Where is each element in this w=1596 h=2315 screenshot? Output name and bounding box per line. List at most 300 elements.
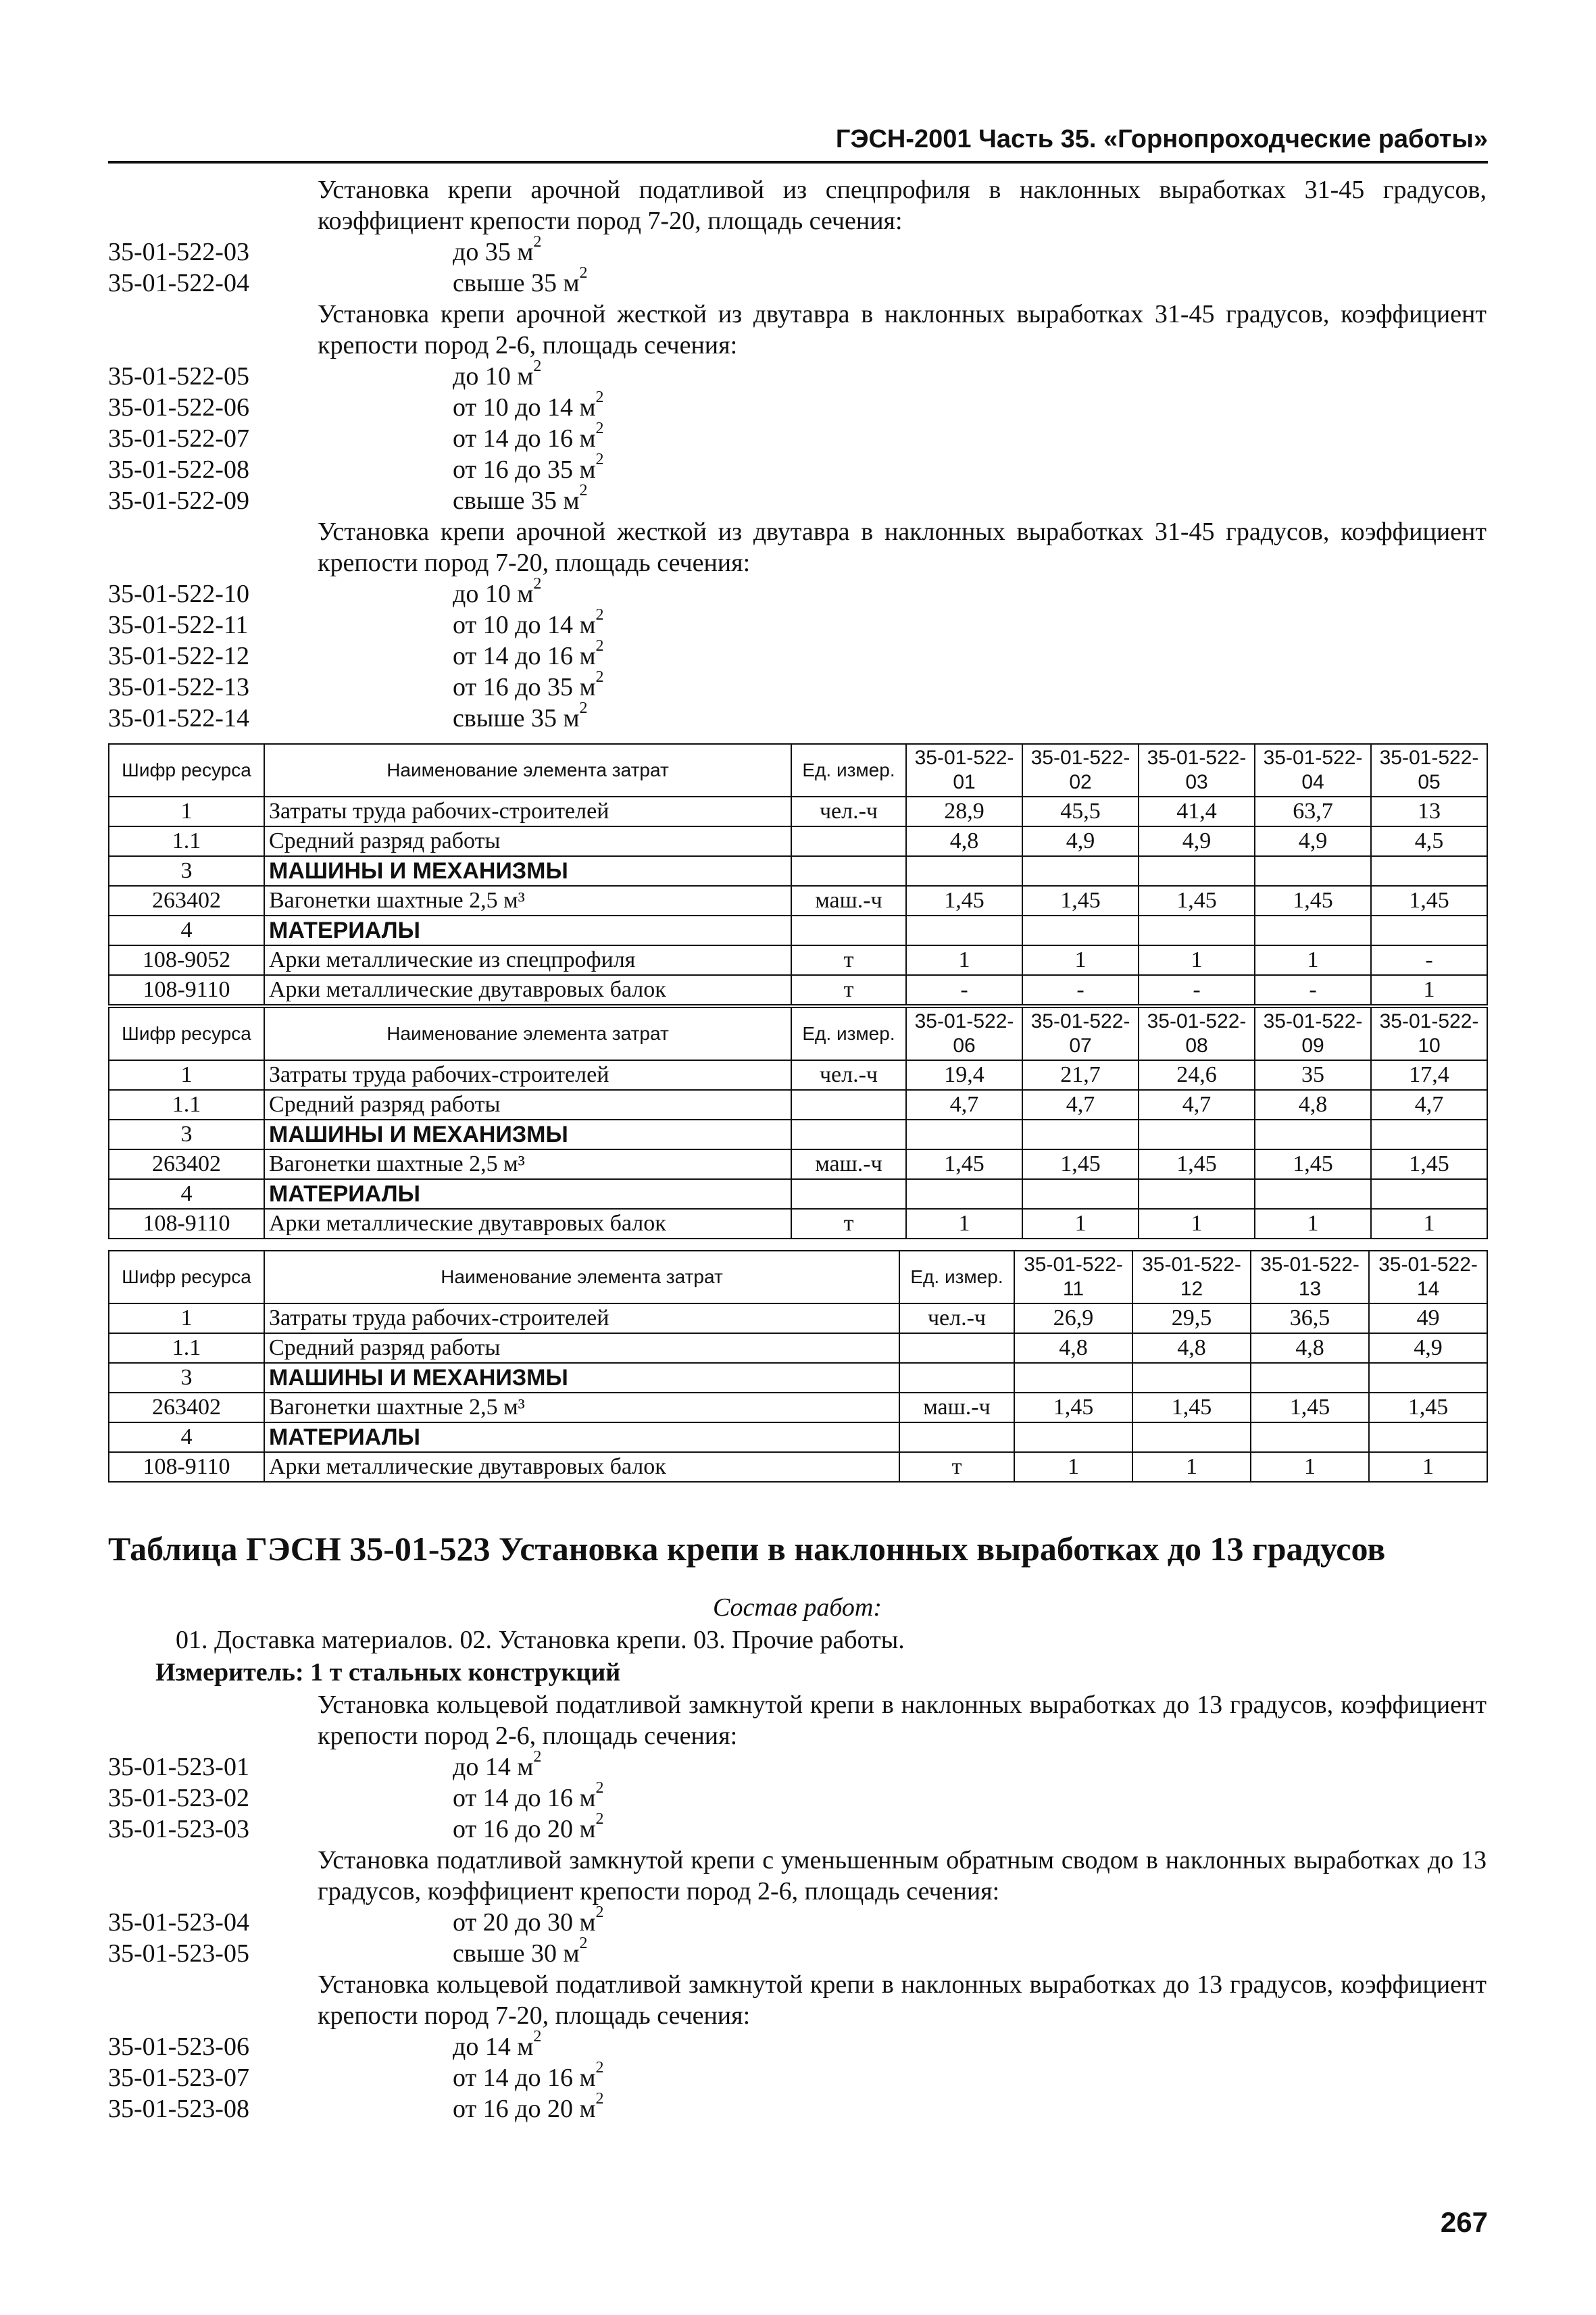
- value-cell: 13: [1371, 797, 1487, 826]
- area-range-text: свыше 35 м: [453, 487, 580, 515]
- resource-name: МАШИНЫ И МЕХАНИЗМЫ: [264, 1363, 899, 1393]
- value-cell: [1371, 1120, 1487, 1149]
- area-range: [453, 699, 588, 734]
- value-cell: 1,45: [1255, 1149, 1371, 1179]
- code-row: [108, 389, 1487, 423]
- area-range: [453, 357, 542, 392]
- value-cell: [1022, 856, 1139, 886]
- value-cell: [1139, 1120, 1255, 1149]
- work-composition-label: Состав работ:: [712, 1593, 882, 1622]
- code-number: 35-01-522-09: [108, 487, 249, 515]
- value-cell: [1139, 1179, 1255, 1209]
- resource-name: Вагонетки шахтные 2,5 м³: [264, 1149, 791, 1179]
- group-description: Установка кольцевой податливой замкнутой крепи в наклонных выработках до 13 градусов, коэффициент крепости пород 2-6, площадь сечения:: [318, 1691, 1487, 1750]
- code-row: [108, 357, 1487, 392]
- area-range: [453, 575, 542, 609]
- resource-name: МАТЕРИАЛЫ: [264, 1179, 791, 1209]
- value-cell: 49: [1369, 1303, 1487, 1333]
- value-cell: 1,45: [1022, 1149, 1139, 1179]
- area-range-text: до 10 м: [453, 362, 534, 391]
- area-range: [453, 668, 604, 703]
- header-column-code: 35-01-522-01: [906, 744, 1022, 797]
- superscript: 2: [533, 1748, 542, 1766]
- header-column-code: 35-01-522-11: [1014, 1251, 1132, 1303]
- area-range-text: от 16 до 35 м: [453, 455, 596, 484]
- value-cell: 41,4: [1139, 797, 1255, 826]
- value-cell: [1371, 856, 1487, 886]
- table-row: [109, 826, 1487, 856]
- value-cell: 1,45: [1371, 1149, 1487, 1179]
- table-header-row: [109, 1251, 1487, 1303]
- value-cell: [906, 1179, 1022, 1209]
- superscript: 2: [595, 668, 604, 687]
- value-cell: 36,5: [1251, 1303, 1369, 1333]
- value-cell: 1: [1022, 1209, 1139, 1239]
- superscript: 2: [533, 2028, 542, 2046]
- area-range: [453, 637, 604, 672]
- code-row: [108, 699, 1487, 734]
- unit: маш.-ч: [791, 1149, 906, 1179]
- area-range-text: до 14 м: [453, 1753, 534, 1781]
- value-cell: [1255, 1120, 1371, 1149]
- area-range: [453, 1810, 604, 1845]
- value-cell: 4,8: [1251, 1333, 1369, 1363]
- value-cell: 1,45: [906, 886, 1022, 916]
- value-cell: 63,7: [1255, 797, 1371, 826]
- table-row: [109, 1393, 1487, 1422]
- value-cell: 1: [1139, 945, 1255, 975]
- value-cell: 1,45: [906, 1149, 1022, 1179]
- area-range-text: от 14 до 16 м: [453, 1784, 596, 1812]
- value-cell: 1,45: [1251, 1393, 1369, 1422]
- group-description: Установка податливой замкнутой крепи с уменьшенным обратным сводом в наклонных выработках до 13 градусов, коэффициент крепости пород 2-6, площадь сечения:: [318, 1846, 1487, 1906]
- resource-name: Арки металлические двутавровых балок: [264, 1452, 899, 1482]
- value-cell: [1255, 856, 1371, 886]
- unit: чел.-ч: [899, 1303, 1014, 1333]
- code-row: [108, 420, 1487, 454]
- header-code: Шифр ресурса: [109, 744, 264, 797]
- area-range: [453, 1779, 604, 1814]
- area-range: [453, 2028, 542, 2062]
- code-list-522: [108, 174, 1487, 734]
- table-header-row: [109, 744, 1487, 797]
- area-range-text: от 14 до 16 м: [453, 2064, 596, 2092]
- value-cell: [1371, 916, 1487, 945]
- value-cell: [1022, 1120, 1139, 1149]
- table-row: [109, 1303, 1487, 1333]
- value-cell: [1255, 916, 1371, 945]
- superscript: 2: [533, 357, 542, 376]
- header-column-code: 35-01-522-03: [1139, 744, 1255, 797]
- resource-code: 263402: [109, 886, 264, 916]
- header-name: Наименование элемента затрат: [264, 1251, 899, 1303]
- value-cell: 4,9: [1369, 1333, 1487, 1363]
- work-composition-text: 01. Доставка материалов. 02. Установка крепи. 03. Прочие работы.: [176, 1626, 905, 1654]
- superscript: 2: [595, 389, 604, 407]
- area-range: [453, 482, 588, 516]
- value-cell: 4,8: [1132, 1333, 1251, 1363]
- value-cell: [906, 916, 1022, 945]
- unit: [899, 1422, 1014, 1452]
- unit: чел.-ч: [791, 797, 906, 826]
- code-number: 35-01-522-08: [108, 455, 249, 484]
- area-range: [453, 606, 604, 641]
- value-cell: 4,7: [906, 1090, 1022, 1120]
- value-cell: 1,45: [1255, 886, 1371, 916]
- area-range-text: свыше 35 м: [453, 269, 580, 297]
- area-range: [453, 451, 604, 485]
- section-row: [109, 916, 1487, 945]
- value-cell: 4,7: [1022, 1090, 1139, 1120]
- header-column-code: 35-01-522-14: [1369, 1251, 1487, 1303]
- resource-code: 4: [109, 1422, 264, 1452]
- resource-code: 1: [109, 1303, 264, 1333]
- code-row: [108, 1810, 1487, 1845]
- value-cell: 1: [1251, 1452, 1369, 1482]
- unit: [791, 1120, 906, 1149]
- area-range-text: от 16 до 20 м: [453, 2095, 596, 2123]
- section-row: [109, 1422, 1487, 1452]
- value-cell: 1: [1255, 1209, 1371, 1239]
- value-cell: 4,9: [1022, 826, 1139, 856]
- unit: [791, 826, 906, 856]
- unit: т: [791, 1209, 906, 1239]
- value-cell: 24,6: [1139, 1060, 1255, 1090]
- code-row: [108, 2090, 1487, 2124]
- code-number: 35-01-522-03: [108, 238, 249, 266]
- value-cell: 4,8: [1255, 1090, 1371, 1120]
- section-row: [109, 1179, 1487, 1209]
- code-row: [108, 1748, 1487, 1783]
- area-range-text: от 16 до 35 м: [453, 673, 596, 701]
- resource-name: Средний разряд работы: [264, 826, 791, 856]
- value-cell: 1: [1022, 945, 1139, 975]
- code-row: [108, 264, 1487, 299]
- area-range-text: от 20 до 30 м: [453, 1908, 596, 1937]
- area-range-text: от 14 до 16 м: [453, 642, 596, 670]
- value-cell: 4,8: [906, 826, 1022, 856]
- area-range-text: от 16 до 20 м: [453, 1815, 596, 1843]
- table-row: [109, 1149, 1487, 1179]
- code-row: [108, 482, 1487, 516]
- resource-code: 4: [109, 1179, 264, 1209]
- area-range: [453, 2090, 604, 2124]
- superscript: 2: [595, 606, 604, 624]
- resource-code: 1: [109, 797, 264, 826]
- header-unit: Ед. измер.: [791, 1007, 906, 1060]
- value-cell: [1139, 916, 1255, 945]
- resource-code: 1: [109, 1060, 264, 1090]
- value-cell: -: [906, 975, 1022, 1005]
- code-number: 35-01-523-04: [108, 1908, 249, 1937]
- table-row: [109, 1333, 1487, 1363]
- value-cell: -: [1371, 945, 1487, 975]
- resource-table-3: [108, 1250, 1488, 1483]
- resource-name: Вагонетки шахтные 2,5 м³: [264, 886, 791, 916]
- resource-code: 1.1: [109, 826, 264, 856]
- unit: чел.-ч: [791, 1060, 906, 1090]
- value-cell: 1: [1139, 1209, 1255, 1239]
- superscript: 2: [595, 1903, 604, 1922]
- running-header: ГЭСН-2001 Часть 35. «Горнопроходческие работы»: [108, 120, 1488, 164]
- value-cell: 1: [1371, 975, 1487, 1005]
- header-unit: Ед. измер.: [791, 744, 906, 797]
- superscript: 2: [533, 575, 542, 593]
- value-cell: [1014, 1363, 1132, 1393]
- area-range: [453, 389, 604, 423]
- resource-code: 263402: [109, 1149, 264, 1179]
- value-cell: 1,45: [1014, 1393, 1132, 1422]
- resource-code: 3: [109, 1363, 264, 1393]
- area-range: [453, 420, 604, 454]
- code-row: [108, 1935, 1487, 1969]
- header-column-code: 35-01-522-10: [1371, 1007, 1487, 1060]
- value-cell: 1: [1014, 1452, 1132, 1482]
- table-row: [109, 1060, 1487, 1090]
- resource-code: 108-9110: [109, 1452, 264, 1482]
- area-range-text: свыше 30 м: [453, 1939, 580, 1968]
- meter-value: 1 т стальных конструкций: [310, 1658, 621, 1687]
- code-row: [108, 233, 1487, 268]
- value-cell: 1,45: [1139, 1149, 1255, 1179]
- resource-table-1: [108, 743, 1488, 1005]
- header-column-code: 35-01-522-12: [1132, 1251, 1251, 1303]
- code-row: [108, 2028, 1487, 2062]
- value-cell: [906, 1120, 1022, 1149]
- value-cell: [1132, 1363, 1251, 1393]
- header-column-code: 35-01-522-05: [1371, 744, 1487, 797]
- value-cell: [1369, 1363, 1487, 1393]
- header-column-code: 35-01-522-06: [906, 1007, 1022, 1060]
- value-cell: [1251, 1363, 1369, 1393]
- meter-line: [155, 1657, 620, 1688]
- code-row: [108, 668, 1487, 703]
- area-range-text: от 14 до 16 м: [453, 424, 596, 453]
- superscript: 2: [595, 451, 604, 469]
- unit: [791, 856, 906, 886]
- area-range: [453, 1935, 588, 1969]
- value-cell: [1022, 916, 1139, 945]
- value-cell: 4,7: [1139, 1090, 1255, 1120]
- value-cell: [1022, 1179, 1139, 1209]
- code-number: 35-01-523-02: [108, 1784, 249, 1812]
- resource-name: МАШИНЫ И МЕХАНИЗМЫ: [264, 1120, 791, 1149]
- value-cell: 1: [1132, 1452, 1251, 1482]
- code-number: 35-01-523-03: [108, 1815, 249, 1843]
- value-cell: [1251, 1422, 1369, 1452]
- group-description: Установка крепи арочной жесткой из двутавра в наклонных выработках 31-45 градусов, коэффициент крепости пород 2-6, площадь сечения:: [318, 300, 1487, 359]
- group-description: Установка крепи арочной податливой из спецпрофиля в наклонных выработках 31-45 градусов, коэффициент крепости пород 7-20, площадь сечения:: [318, 176, 1487, 235]
- code-list-523: [108, 1689, 1487, 2124]
- superscript: 2: [595, 1810, 604, 1828]
- value-cell: -: [1139, 975, 1255, 1005]
- unit: [791, 916, 906, 945]
- area-range: [453, 264, 588, 299]
- table-row: [109, 975, 1487, 1005]
- resource-code: 3: [109, 856, 264, 886]
- code-row: [108, 451, 1487, 485]
- section-row: [109, 1120, 1487, 1149]
- value-cell: 1: [1369, 1452, 1487, 1482]
- code-number: 35-01-522-14: [108, 704, 249, 732]
- superscript: 2: [579, 1935, 588, 1953]
- header-column-code: 35-01-522-02: [1022, 744, 1139, 797]
- value-cell: 4,8: [1014, 1333, 1132, 1363]
- code-number: 35-01-522-07: [108, 424, 249, 453]
- resource-table-2: [108, 1007, 1488, 1239]
- unit: маш.-ч: [791, 886, 906, 916]
- section-row: [109, 856, 1487, 886]
- value-cell: 4,9: [1139, 826, 1255, 856]
- resource-name: МАТЕРИАЛЫ: [264, 916, 791, 945]
- table-row: [109, 945, 1487, 975]
- table-row: [109, 1090, 1487, 1120]
- code-number: 35-01-523-07: [108, 2064, 249, 2092]
- code-row: [108, 1779, 1487, 1814]
- resource-code: 4: [109, 916, 264, 945]
- resource-name: Затраты труда рабочих-строителей: [264, 1303, 899, 1333]
- value-cell: 1,45: [1371, 886, 1487, 916]
- unit: [791, 1090, 906, 1120]
- header-code: Шифр ресурса: [109, 1251, 264, 1303]
- code-number: 35-01-522-12: [108, 642, 249, 670]
- section-row: [109, 1363, 1487, 1393]
- unit: т: [791, 945, 906, 975]
- resource-code: 108-9052: [109, 945, 264, 975]
- code-number: 35-01-523-06: [108, 2033, 249, 2061]
- resource-code: 1.1: [109, 1090, 264, 1120]
- value-cell: 26,9: [1014, 1303, 1132, 1333]
- superscript: 2: [533, 233, 542, 251]
- resource-name: Затраты труда рабочих-строителей: [264, 1060, 791, 1090]
- resource-code: 263402: [109, 1393, 264, 1422]
- value-cell: 1,45: [1369, 1393, 1487, 1422]
- code-row: [108, 606, 1487, 641]
- value-cell: 1: [1255, 945, 1371, 975]
- header-unit: Ед. измер.: [899, 1251, 1014, 1303]
- header-column-code: 35-01-522-13: [1251, 1251, 1369, 1303]
- unit: т: [899, 1452, 1014, 1482]
- header-column-code: 35-01-522-04: [1255, 744, 1371, 797]
- superscript: 2: [579, 264, 588, 282]
- code-row: [108, 2059, 1487, 2093]
- value-cell: 4,7: [1371, 1090, 1487, 1120]
- value-cell: 1,45: [1132, 1393, 1251, 1422]
- code-number: 35-01-523-05: [108, 1939, 249, 1968]
- code-number: 35-01-522-13: [108, 673, 249, 701]
- resource-name: Средний разряд работы: [264, 1333, 899, 1363]
- code-number: 35-01-523-01: [108, 1753, 249, 1781]
- value-cell: [1369, 1422, 1487, 1452]
- code-row: [108, 637, 1487, 672]
- resource-name: Арки металлические двутавровых балок: [264, 1209, 791, 1239]
- resource-code: 108-9110: [109, 975, 264, 1005]
- page-number: 267: [1440, 2206, 1488, 2238]
- table-row: [109, 1452, 1487, 1482]
- meter-label: Измеритель:: [155, 1658, 304, 1687]
- resource-name: Арки металлические двутавровых балок: [264, 975, 791, 1005]
- superscript: 2: [579, 699, 588, 718]
- area-range-text: свыше 35 м: [453, 704, 580, 732]
- code-number: 35-01-522-11: [108, 611, 249, 639]
- unit: т: [791, 975, 906, 1005]
- value-cell: [1139, 856, 1255, 886]
- resource-code: 108-9110: [109, 1209, 264, 1239]
- value-cell: 19,4: [906, 1060, 1022, 1090]
- header-column-code: 35-01-522-08: [1139, 1007, 1255, 1060]
- table-row: [109, 886, 1487, 916]
- value-cell: 1: [906, 945, 1022, 975]
- value-cell: 4,9: [1255, 826, 1371, 856]
- value-cell: [1132, 1422, 1251, 1452]
- unit: [899, 1333, 1014, 1363]
- superscript: 2: [595, 637, 604, 655]
- code-number: 35-01-522-04: [108, 269, 249, 297]
- value-cell: 28,9: [906, 797, 1022, 826]
- resource-name: МАШИНЫ И МЕХАНИЗМЫ: [264, 856, 791, 886]
- resource-name: Вагонетки шахтные 2,5 м³: [264, 1393, 899, 1422]
- value-cell: 17,4: [1371, 1060, 1487, 1090]
- value-cell: 1,45: [1139, 886, 1255, 916]
- code-number: 35-01-522-06: [108, 393, 249, 422]
- group-description: Установка крепи арочной жесткой из двутавра в наклонных выработках 31-45 градусов, коэффициент крепости пород 7-20, площадь сечения:: [318, 518, 1487, 577]
- superscript: 2: [595, 2059, 604, 2077]
- area-range-text: до 14 м: [453, 2033, 534, 2061]
- resource-name: Средний разряд работы: [264, 1090, 791, 1120]
- area-range-text: до 35 м: [453, 238, 534, 266]
- resource-code: 3: [109, 1120, 264, 1149]
- resource-name: МАТЕРИАЛЫ: [264, 1422, 899, 1452]
- value-cell: [1255, 1179, 1371, 1209]
- value-cell: 45,5: [1022, 797, 1139, 826]
- value-cell: [1014, 1422, 1132, 1452]
- header-column-code: 35-01-522-09: [1255, 1007, 1371, 1060]
- code-row: [108, 1903, 1487, 1938]
- superscript: 2: [595, 420, 604, 438]
- value-cell: -: [1255, 975, 1371, 1005]
- header-name: Наименование элемента затрат: [264, 1007, 791, 1060]
- value-cell: 21,7: [1022, 1060, 1139, 1090]
- value-cell: [906, 856, 1022, 886]
- unit: [899, 1363, 1014, 1393]
- value-cell: 35: [1255, 1060, 1371, 1090]
- area-range: [453, 1748, 542, 1783]
- value-cell: -: [1022, 975, 1139, 1005]
- header-column-code: 35-01-522-07: [1022, 1007, 1139, 1060]
- header-name: Наименование элемента затрат: [264, 744, 791, 797]
- superscript: 2: [579, 482, 588, 500]
- header-code: Шифр ресурса: [109, 1007, 264, 1060]
- value-cell: 29,5: [1132, 1303, 1251, 1333]
- superscript: 2: [595, 1779, 604, 1797]
- code-number: 35-01-523-08: [108, 2095, 249, 2123]
- area-range: [453, 233, 542, 268]
- value-cell: 1: [1371, 1209, 1487, 1239]
- section-title: Таблица ГЭСН 35-01-523 Установка крепи в наклонных выработках до 13 градусов: [108, 1530, 1386, 1568]
- table-row: [109, 1209, 1487, 1239]
- code-number: 35-01-522-05: [108, 362, 249, 391]
- area-range-text: от 10 до 14 м: [453, 611, 596, 639]
- value-cell: [1371, 1179, 1487, 1209]
- resource-name: Затраты труда рабочих-строителей: [264, 797, 791, 826]
- table-header-row: [109, 1007, 1487, 1060]
- table-row: [109, 797, 1487, 826]
- value-cell: 4,5: [1371, 826, 1487, 856]
- value-cell: 1: [906, 1209, 1022, 1239]
- code-row: [108, 575, 1487, 609]
- area-range-text: до 10 м: [453, 580, 534, 608]
- value-cell: 1,45: [1022, 886, 1139, 916]
